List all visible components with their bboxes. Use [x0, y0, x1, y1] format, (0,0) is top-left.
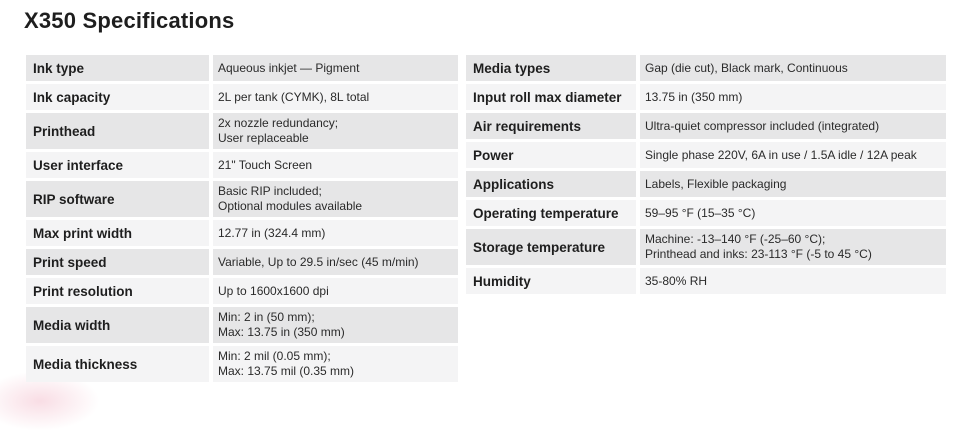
spec-value: Min: 2 mil (0.05 mm); Max: 13.75 mil (0.35 mm)	[213, 346, 458, 382]
spec-row-air-requirements	[466, 113, 946, 139]
spec-row-media-thickness	[26, 346, 458, 382]
spec-label: User interface	[26, 152, 209, 178]
spec-row-ink-capacity	[26, 84, 458, 110]
spec-label: Ink type	[26, 55, 209, 81]
spec-value: Gap (die cut), Black mark, Continuous	[640, 55, 946, 81]
spec-value: Variable, Up to 29.5 in/sec (45 m/min)	[213, 249, 458, 275]
spec-value: Ultra-quiet compressor included (integrated)	[640, 113, 946, 139]
spec-label: Applications	[466, 171, 636, 197]
spec-label: Air requirements	[466, 113, 636, 139]
spec-label: Power	[466, 142, 636, 168]
spec-row-input-roll-max-diameter	[466, 84, 946, 110]
spec-row-power	[466, 142, 946, 168]
spec-row-ink-type	[26, 55, 458, 81]
spec-label: Input roll max diameter	[466, 84, 636, 110]
spec-label: Media thickness	[26, 346, 209, 382]
spec-value: 59–95 °F (15–35 °C)	[640, 200, 946, 226]
page-title: X350 Specifications	[24, 8, 235, 33]
spec-row-print-speed	[26, 249, 458, 275]
spec-value: Machine: -13–140 °F (-25–60 °C); Printhead and inks: 23-113 °F (-5 to 45 °C)	[640, 229, 946, 265]
spec-row-user-interface	[26, 152, 458, 178]
spec-row-max-print-width	[26, 220, 458, 246]
spec-label: Media types	[466, 55, 636, 81]
spec-row-printhead	[26, 113, 458, 149]
spec-row-print-resolution	[26, 278, 458, 304]
spec-row-media-types	[466, 55, 946, 81]
spec-row-applications	[466, 171, 946, 197]
spec-label: Operating temperature	[466, 200, 636, 226]
spec-value: Labels, Flexible packaging	[640, 171, 946, 197]
spec-table-left	[26, 55, 458, 385]
spec-value: 12.77 in (324.4 mm)	[213, 220, 458, 246]
spec-table-right	[466, 55, 946, 297]
spec-value: 35-80% RH	[640, 268, 946, 294]
spec-row-humidity	[466, 268, 946, 294]
spec-label: Media width	[26, 307, 209, 343]
spec-label: Printhead	[26, 113, 209, 149]
spec-row-media-width	[26, 307, 458, 343]
spec-value: Up to 1600x1600 dpi	[213, 278, 458, 304]
spec-label: RIP software	[26, 181, 209, 217]
spec-label: Print speed	[26, 249, 209, 275]
spec-value: 2L per tank (CYMK), 8L total	[213, 84, 458, 110]
spec-row-storage-temperature	[466, 229, 946, 265]
spec-value: Aqueous inkjet — Pigment	[213, 55, 458, 81]
spec-label: Print resolution	[26, 278, 209, 304]
spec-row-rip-software	[26, 181, 458, 217]
spec-value: Min: 2 in (50 mm); Max: 13.75 in (350 mm)	[213, 307, 458, 343]
spec-label: Max print width	[26, 220, 209, 246]
spec-value: 2x nozzle redundancy; User replaceable	[213, 113, 458, 149]
spec-label: Humidity	[466, 268, 636, 294]
spec-value: Basic RIP included; Optional modules available	[213, 181, 458, 217]
spec-label: Storage temperature	[466, 229, 636, 265]
spec-value: 21" Touch Screen	[213, 152, 458, 178]
spec-value: Single phase 220V, 6A in use / 1.5A idle / 12A peak	[640, 142, 946, 168]
spec-row-operating-temperature	[466, 200, 946, 226]
spec-value: 13.75 in (350 mm)	[640, 84, 946, 110]
spec-label: Ink capacity	[26, 84, 209, 110]
